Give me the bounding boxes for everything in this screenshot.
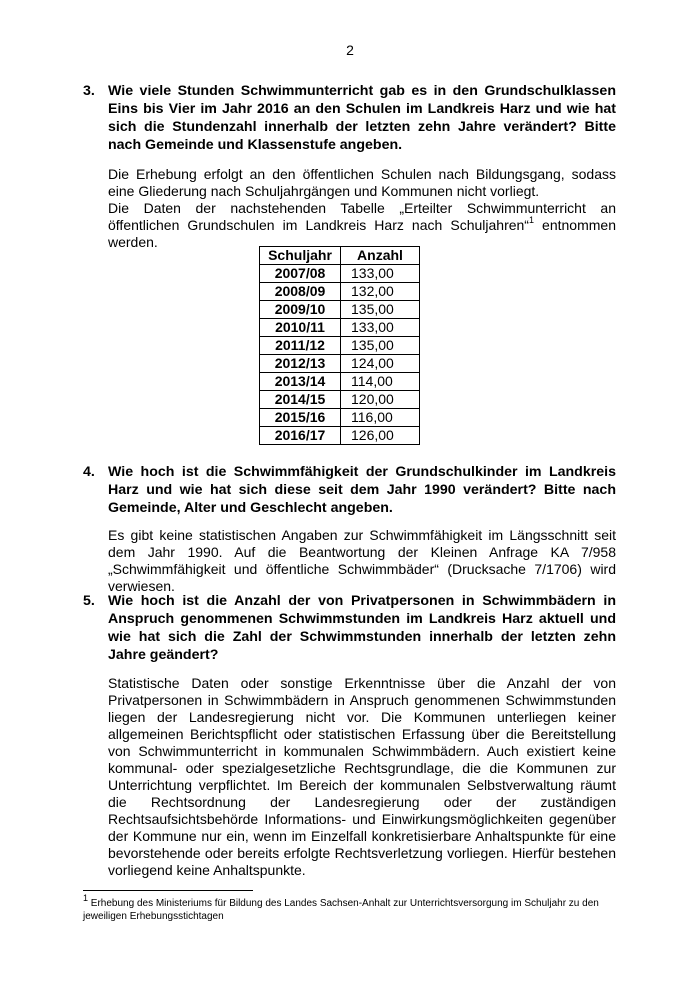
answer-5	[108, 675, 616, 879]
school-year-cell: 2016/17	[260, 427, 341, 445]
footnote	[83, 892, 616, 923]
count-cell: 126,00	[341, 427, 420, 445]
answer-3	[108, 166, 616, 251]
count-cell: 124,00	[341, 355, 420, 373]
count-cell: 132,00	[341, 283, 420, 301]
table-header-row	[260, 247, 420, 265]
question-4-number: 4.	[83, 464, 95, 480]
footnote-separator	[83, 890, 253, 891]
question-3-text: Wie viele Stunden Schwimmunterricht gab es in den Grundschulklassen Eins bis Vier im Jahr 2016 an den Schulen im Landkreis Harz und wie hat sich die Stundenzahl innerhalb der letzten zehn Jahre verändert? Bitte nach Gemeinde und Klassenstufe angeben.	[108, 83, 616, 153]
question-4	[83, 463, 616, 517]
school-year-cell: 2008/09	[260, 283, 341, 301]
answer-5-paragraph: Statistische Daten oder sonstige Erkenntnisse über die Anzahl der von Privatpersonen in Schwimmbädern in Anspruch genommenen Schwimmstunden liegen der Landesregierung nicht vor. Die Kommunen unterliegen keiner allgemeinen Berichtspflicht oder statistischen Erfassung über die Bereitstellung von Schwimmunterricht in kommunalen Schwimmbädern. Auch existiert keine kommunal- oder spezialgesetzliche Rechtsgrundlage, die die Kommunen zur Unterrichtung verpflichtet. Im Bereich der kommunalen Selbstverwaltung räumt die Rechtsordnung der Landesregierung oder der zuständigen Rechtsaufsichtsbehörde Informations- und Einwirkungsmöglichkeiten gegenüber der Kommune nur ein, wenn im Einzelfall konkretisierbare Anhaltspunkte für eine bevorstehende oder bereits erfolgte Rechtsverletzung vorliegen. Hierfür bestehen vorliegend keine Anhaltspunkte.	[108, 675, 616, 878]
count-cell: 120,00	[341, 391, 420, 409]
count-cell: 116,00	[341, 409, 420, 427]
column-header-schuljahr: Schuljahr	[260, 247, 341, 265]
table-row	[260, 337, 420, 355]
school-year-cell: 2013/14	[260, 373, 341, 391]
column-header-anzahl: Anzahl	[341, 247, 420, 265]
answer-3-text-post: entnommen werden.	[108, 217, 616, 250]
count-cell: 114,00	[341, 373, 420, 391]
table-row	[260, 427, 420, 445]
answer-4	[108, 527, 616, 595]
school-year-cell: 2010/11	[260, 319, 341, 337]
table-row	[260, 391, 420, 409]
school-year-cell: 2014/15	[260, 391, 341, 409]
table-row	[260, 265, 420, 283]
table-row	[260, 283, 420, 301]
question-5-text: Wie hoch ist die Anzahl der von Privatpersonen in Schwimmbädern in Anspruch genommenen Schwimmstunden im Landkreis Harz aktuell und wie hat sich die Zahl der Schwimmstunden innerhalb der letzten zehn Jahre geändert?	[108, 593, 616, 663]
count-cell: 135,00	[341, 337, 420, 355]
answer-3-paragraph-1: Die Erhebung erfolgt an den öffentlichen Schulen nach Bildungsgang, sodass eine Gliederung nach Schuljahrgängen und Kommunen nicht vorliegt.	[108, 166, 616, 199]
table-row	[260, 319, 420, 337]
question-5	[83, 592, 616, 664]
question-4-text: Wie hoch ist die Schwimmfähigkeit der Grundschulkinder im Landkreis Harz und wie hat sich diese seit dem Jahr 1990 verändert? Bitte nach Gemeinde, Alter und Geschlecht angeben.	[108, 464, 616, 516]
answer-3-paragraph-2	[108, 200, 616, 251]
answer-4-paragraph: Es gibt keine statistischen Angaben zur Schwimmfähigkeit im Längsschnitt seit dem Jahr 1990. Auf die Beantwortung der Kleinen Anfrage KA 7/958 „Schwimmfähigkeit und öffentliche Schwimmbäder“ (Drucksache 7/1706) wird verwiesen.	[108, 527, 616, 594]
table-row	[260, 301, 420, 319]
school-year-cell: 2012/13	[260, 355, 341, 373]
table-row	[260, 373, 420, 391]
footnote-marker: 1	[83, 892, 89, 903]
table-row	[260, 355, 420, 373]
footnote-text: Erhebung des Ministeriums für Bildung des Landes Sachsen-Anhalt zur Unterrichtsversorgung im Schuljahr zu den jeweiligen Erhebungsstichtagen	[83, 898, 599, 922]
school-year-cell: 2011/12	[260, 337, 341, 355]
table-row	[260, 409, 420, 427]
swimming-lessons-table	[259, 246, 420, 445]
question-3-number: 3.	[83, 83, 95, 99]
footnote-reference: 1	[528, 215, 534, 226]
question-3	[83, 82, 616, 154]
school-year-cell: 2015/16	[260, 409, 341, 427]
count-cell: 135,00	[341, 301, 420, 319]
school-year-cell: 2007/08	[260, 265, 341, 283]
answer-3-text-pre: Die Daten der nachstehenden Tabelle „Erteilter Schwimmunterricht an öffentlichen Grundschulen im Landkreis Harz nach Schuljahren“	[108, 200, 616, 233]
school-year-cell: 2009/10	[260, 301, 341, 319]
page-number: 2	[346, 42, 354, 58]
count-cell: 133,00	[341, 319, 420, 337]
question-5-number: 5.	[83, 593, 95, 609]
count-cell: 133,00	[341, 265, 420, 283]
